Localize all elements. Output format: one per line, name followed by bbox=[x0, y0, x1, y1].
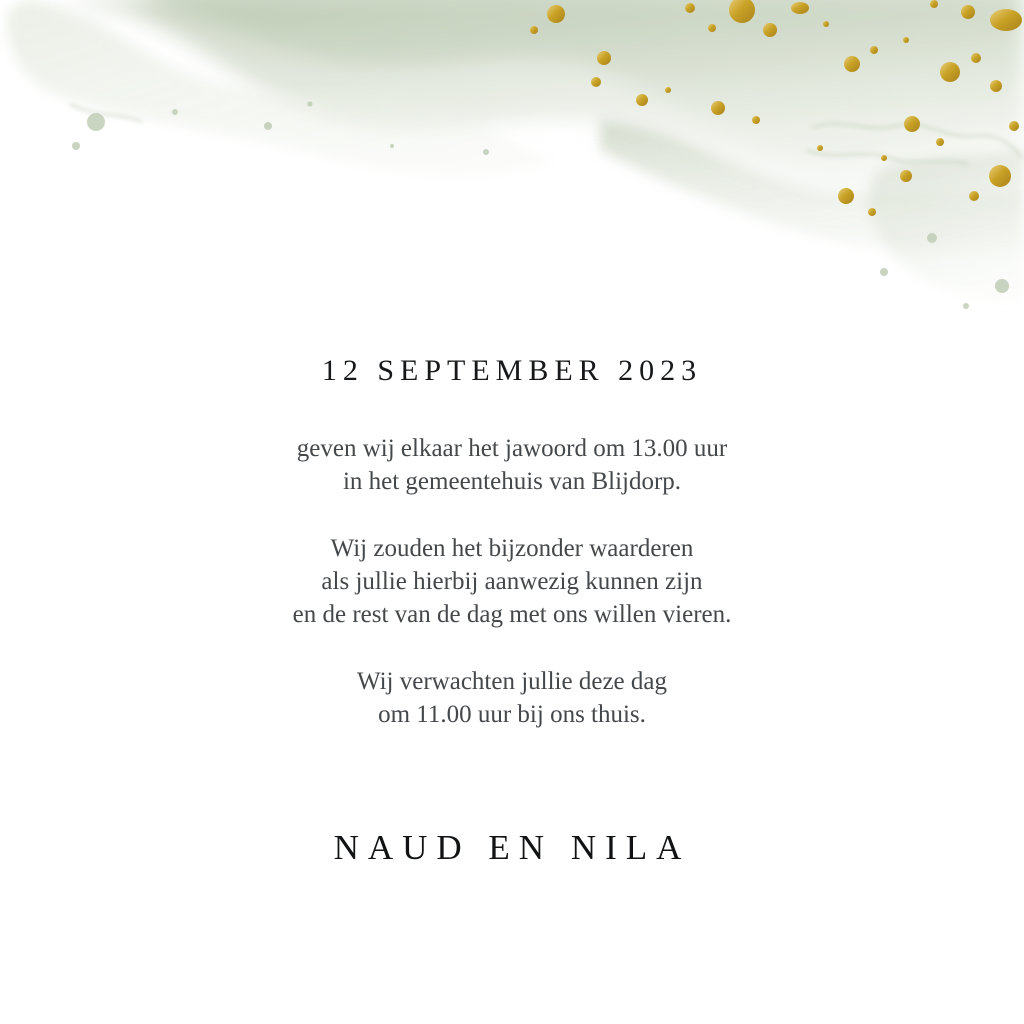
paragraph-line: Wij zouden het bijzonder waarderen bbox=[330, 535, 694, 562]
paragraph-ceremony bbox=[0, 432, 1024, 498]
paragraph-line: geven wij elkaar het jawoord om 13.00 uur bbox=[296, 435, 728, 462]
paragraph-line: als jullie hierbij aanwezig kunnen zijn bbox=[321, 568, 703, 595]
paragraph-line: en de rest van de dag met ons willen vieren. bbox=[292, 601, 732, 628]
paragraph-line: Wij verwachten jullie deze dag bbox=[357, 668, 667, 695]
paragraph-line: in het gemeentehuis van Blijdorp. bbox=[342, 468, 682, 495]
couple-names: NAUD EN NILA bbox=[333, 828, 691, 867]
invitation-paragraphs bbox=[0, 432, 1024, 731]
paragraph-line: om 11.00 uur bij ons thuis. bbox=[378, 701, 646, 728]
wedding-date: 12 SEPTEMBER 2023 bbox=[321, 354, 703, 387]
paragraph-invitation bbox=[0, 532, 1024, 631]
paragraph-reception bbox=[0, 665, 1024, 731]
